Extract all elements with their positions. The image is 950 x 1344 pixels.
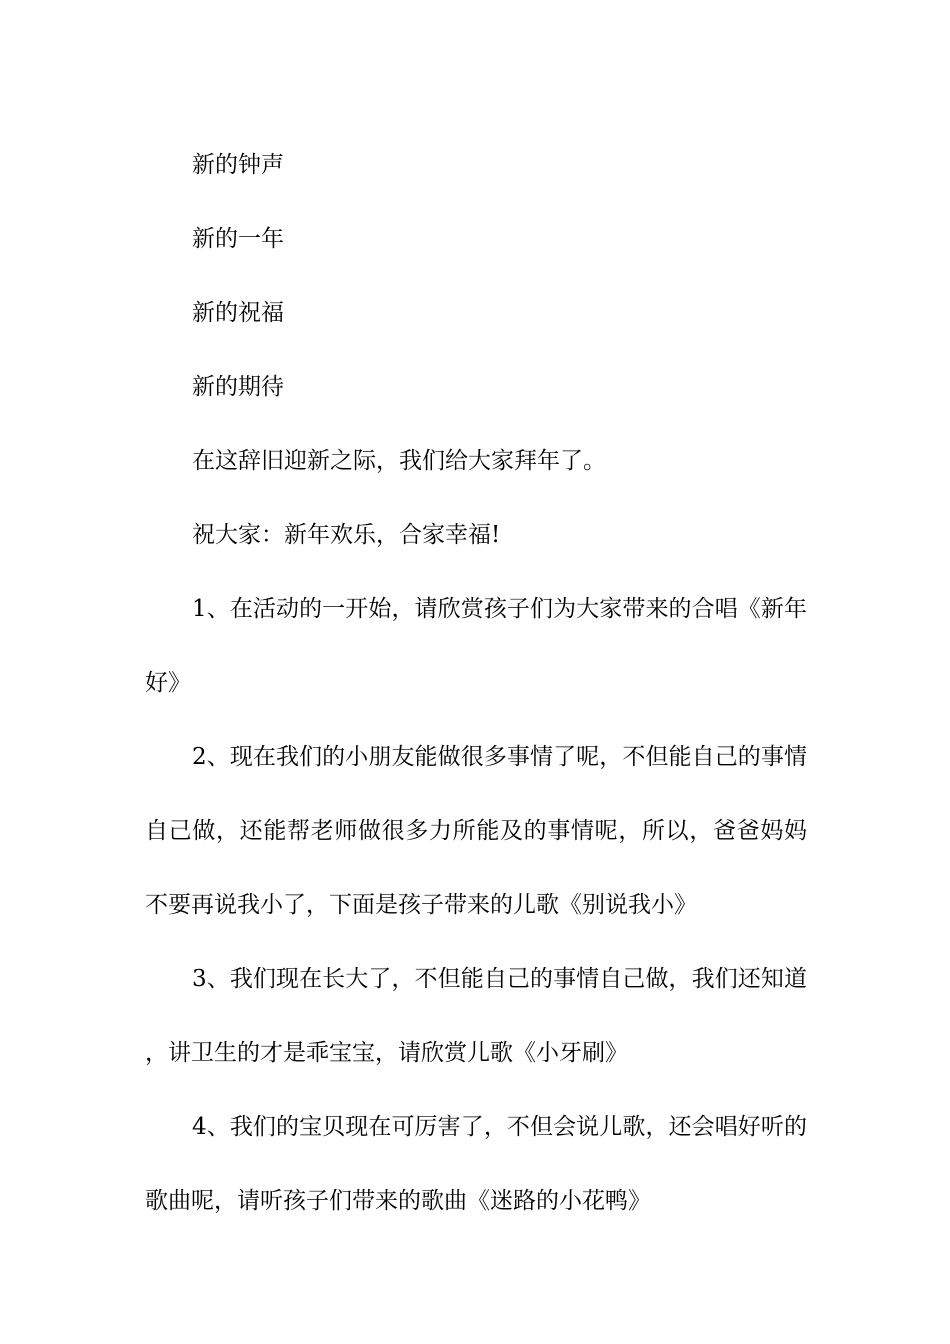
paragraph-10: 4、我们的宝贝现在可厉害了，不但会说儿歌，还会唱好听的歌曲呢，请听孩子们带来的歌曲《迷路的小花鸭》	[145, 1114, 807, 1214]
paragraph-5: 在这辞旧迎新之际，我们给大家拜年了。	[192, 448, 606, 474]
paragraph-1: 新的钟声	[192, 152, 284, 178]
paragraph-8: 2、现在我们的小朋友能做很多事情了呢，不但能自己的事情自己做，还能帮老师做很多力所能及的事情呢，所以，爸爸妈妈不要再说我小了，下面是孩子带来的儿歌《别说我小》	[145, 744, 807, 918]
paragraph-2: 新的一年	[192, 226, 284, 252]
paragraph-3: 新的祝福	[192, 300, 284, 326]
paragraph-6: 祝大家：新年欢乐，合家幸福!	[192, 522, 501, 548]
paragraph-9: 3、我们现在长大了，不但能自己的事情自己做，我们还知道，讲卫生的才是乖宝宝，请欣赏儿歌《小牙刷》	[145, 966, 807, 1066]
document-body	[145, 128, 807, 1238]
paragraph-4: 新的期待	[192, 374, 284, 400]
paragraph-7: 1、在活动的一开始，请欣赏孩子们为大家带来的合唱《新年好》	[145, 596, 807, 696]
